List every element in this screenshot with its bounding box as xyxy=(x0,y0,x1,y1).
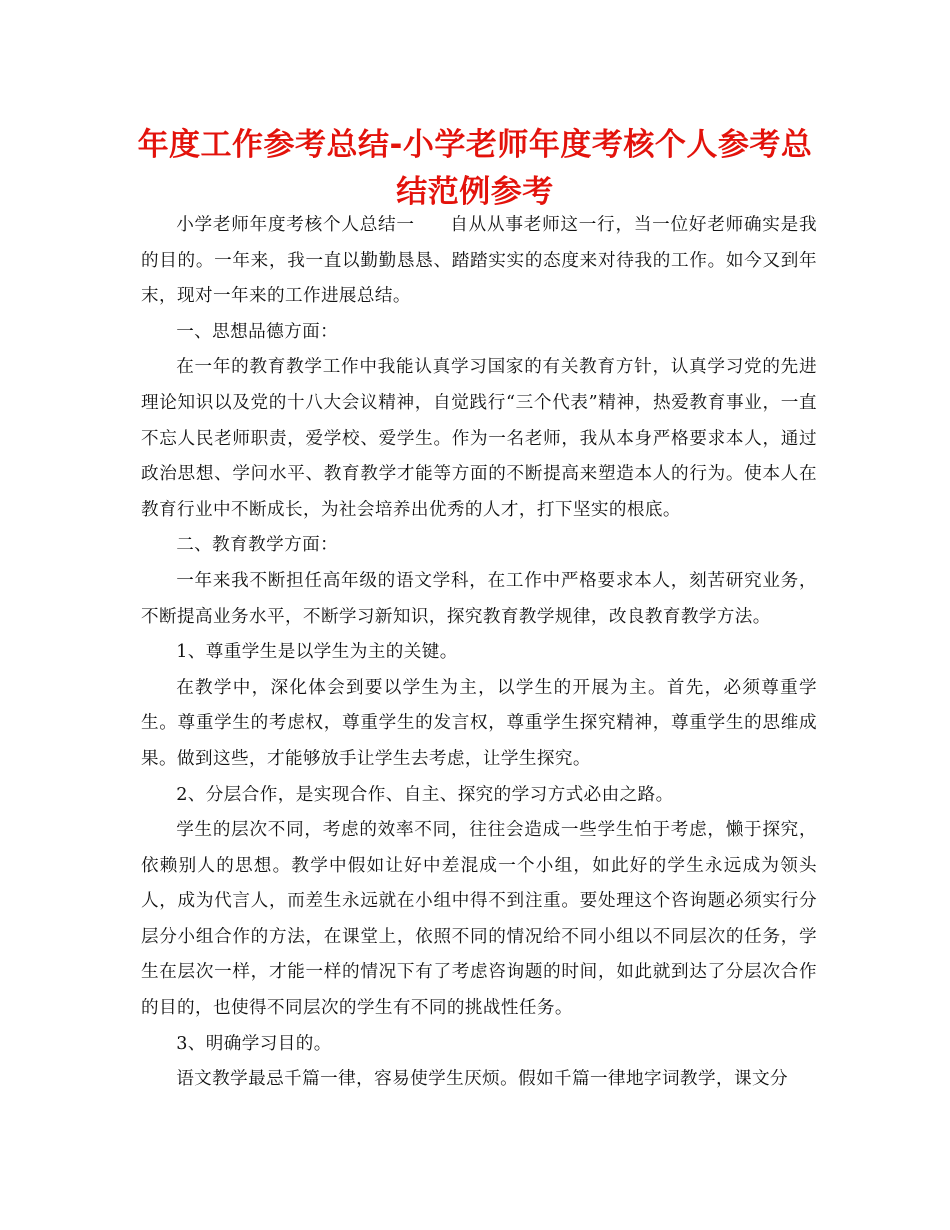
paragraph-respect-students: 在教学中，深化体会到要以学生为主，以学生的开展为主。首先，必须尊重学生。尊重学生的考虑权，尊重学生的发言权，尊重学生探究精神，尊重学生的思维成果。做到这些，才能够放手让学生去考虑，让学生探究。 xyxy=(141,677,817,769)
paragraph-learning-goals: 语文教学最忌千篇一律，容易使学生厌烦。假如千篇一律地字词教学，课文分 xyxy=(176,1069,788,1090)
subheading-respect-students: 1、尊重学生是以学生为主的关键。 xyxy=(176,642,458,663)
document-title: 年度工作参考总结-小学老师年度考核个人参考总结范例参考 xyxy=(137,127,813,210)
paragraph-ideology: 在一年的教育教学工作中我能认真学习国家的有关教育方针，认真学习党的先进理论知识以及党的十八大会议精神，自觉践行“三个代表”精神，热爱教育事业，一直不忘人民老师职责，爱学校、爱学生。作为一名老师，我从本身严格要求本人，通过政治思想、学问水平、教育教学才能等方面的不断提高来塑造本人的行为。使本人在教育行业中不断成长，为社会培养出优秀的人才，打下坚实的根底。 xyxy=(141,357,817,520)
intro-heading: 小学老师年度考核个人总结一 xyxy=(176,215,415,235)
document-body xyxy=(141,208,817,1098)
section-heading-ideology: 一、思想品德方面： xyxy=(176,321,339,342)
paragraph-layered-cooperation: 学生的层次不同，考虑的效率不同，往往会造成一些学生怕于考虑，懒于探究，依赖别人的思想。教学中假如让好中差混成一个小组，如此好的学生永远成为领头人，成为代言人，而差生永远就在小组中得不到注重。要处理这个咨询题必须实行分层分小组合作的方法，在课堂上，依照不同的情况给不同小组以不同层次的任务，学生在层次一样，才能一样的情况下有了考虑咨询题的时间，如此就到达了分层次合作的目的，也使得不同层次的学生有不同的挑战性任务。 xyxy=(141,820,817,1019)
section-heading-teaching: 二、教育教学方面： xyxy=(176,535,339,556)
paragraph-teaching: 一年来我不断担任高年级的语文学科，在工作中严格要求本人，刻苦研究业务，不断提高业务水平，不断学习新知识，探究教育教学规律，改良教育教学方法。 xyxy=(141,570,817,627)
subheading-layered-cooperation: 2、分层合作，是实现合作、自主、探究的学习方式必由之路。 xyxy=(176,784,674,805)
subheading-learning-goals: 3、明确学习目的。 xyxy=(176,1033,332,1054)
intro-text: 自从从事老师这一行，当一位好老师确实是我的目的。一年来，我一直以勤勤恳恳、踏踏实实的态度来对待我的工作。如今又到年末，现对一年来的工作进展总结。 xyxy=(141,215,817,307)
intro-paragraph xyxy=(141,208,817,315)
